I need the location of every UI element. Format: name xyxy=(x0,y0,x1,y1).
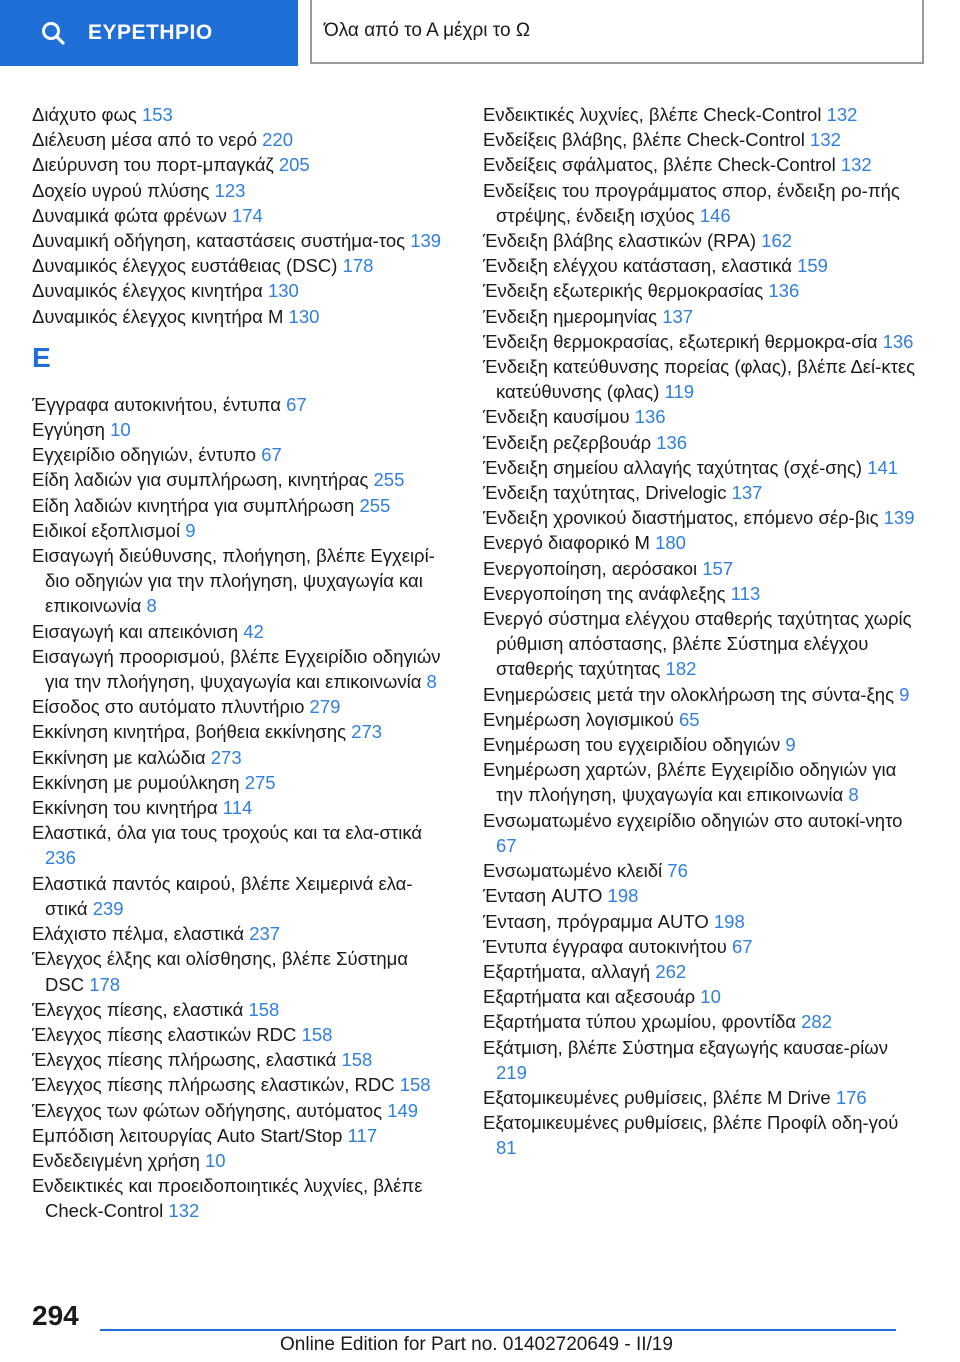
index-entry xyxy=(32,304,452,329)
index-entry xyxy=(32,946,452,996)
index-entry-text: Έλεγχος των φώτων οδήγησης, αυτόματος xyxy=(32,1099,383,1121)
index-entry xyxy=(32,442,452,467)
index-entry xyxy=(483,757,923,807)
index-entry-text: Διάχυτο φως xyxy=(32,104,137,125)
index-entry-text: Εισαγωγή και απεικόνιση xyxy=(32,620,239,642)
index-entry xyxy=(483,934,923,959)
index-entry-text: Ένδειξη καυσίμου xyxy=(483,406,630,428)
page-reference-link[interactable]: 132 xyxy=(826,104,858,125)
page-reference-link[interactable]: 130 xyxy=(267,280,299,302)
page-reference-link[interactable]: 174 xyxy=(231,204,263,226)
section-letter-e: E xyxy=(32,341,51,373)
index-entry xyxy=(483,102,923,127)
page-reference-link[interactable]: 9 xyxy=(185,519,196,541)
index-entry-text: Ενεργοποίηση της ανάφλεξης xyxy=(483,582,726,604)
index-entry xyxy=(483,278,923,303)
index-entry xyxy=(483,530,923,555)
index-entry-text: Ενδείξεις σφάλματος, βλέπε Check-Control xyxy=(483,154,836,176)
page-reference-link[interactable]: 255 xyxy=(359,494,391,516)
page-reference-link[interactable]: 158 xyxy=(301,1023,333,1045)
index-entry-text: Εμπόδιση λειτουργίας Auto Start/Stop xyxy=(32,1124,343,1146)
index-entry xyxy=(483,858,923,883)
index-entry-text: Εκκίνηση με καλώδια xyxy=(32,746,206,768)
index-entry xyxy=(32,1148,452,1173)
index-entry-text: Εξατομικευμένες ρυθμίσεις, βλέπε Προφίλ οδη-γού xyxy=(483,1112,899,1134)
page-reference-link[interactable]: 8 xyxy=(426,671,437,693)
page-reference-link[interactable]: 158 xyxy=(341,1049,373,1071)
index-entry xyxy=(32,1047,452,1072)
index-entry-text: Ενδεικτικές και προειδοποιητικές λυχνίες, βλέπε Check-Control xyxy=(32,1175,423,1222)
page-reference-link[interactable]: 76 xyxy=(667,860,688,882)
page-reference-link[interactable]: 123 xyxy=(214,179,246,201)
page-reference-link[interactable]: 8 xyxy=(146,595,157,617)
page-reference-link[interactable]: 198 xyxy=(607,885,639,907)
page-reference-link[interactable]: 176 xyxy=(835,1086,867,1108)
index-entry xyxy=(483,430,923,455)
index-entry-text: Ένταση, πρόγραμμα AUTO xyxy=(483,910,709,932)
page-reference-link[interactable]: 178 xyxy=(342,255,374,277)
index-entry xyxy=(483,909,923,934)
page-reference-link[interactable]: 237 xyxy=(249,923,281,945)
page-reference-link[interactable]: 282 xyxy=(801,1011,833,1033)
index-entry xyxy=(32,127,452,152)
index-entry xyxy=(483,404,923,429)
index-entry-text: Είδη λαδιών κινητήρα για συμπλήρωση xyxy=(32,494,355,516)
index-entry-text: Έντυπα έγγραφα αυτοκινήτου xyxy=(483,935,727,957)
index-entry-text: Είσοδος στο αυτόματο πλυντήριο xyxy=(32,696,305,718)
page-reference-link[interactable]: 67 xyxy=(731,935,753,957)
page-reference-link[interactable]: 273 xyxy=(351,721,383,743)
index-entry xyxy=(32,253,452,278)
index-entry-text: Εγγύηση xyxy=(32,419,105,441)
header-bar xyxy=(0,0,960,66)
index-column-right xyxy=(483,102,923,1161)
page-reference-link[interactable]: 67 xyxy=(496,834,517,856)
index-entry-text: Ενεργοποίηση, αερόσακοι xyxy=(483,557,698,579)
page-reference-link[interactable]: 180 xyxy=(655,532,686,554)
index-entry-text: Εγχειρίδιο οδηγιών, έντυπο xyxy=(32,444,257,466)
breadcrumb[interactable]: Όλα από το Α μέχρι το Ω xyxy=(310,0,924,64)
index-entry xyxy=(483,1009,923,1034)
index-entry-text: Εξαρτήματα, αλλαγή xyxy=(483,960,651,982)
index-entry-text: Ενδεικτικές λυχνίες, βλέπε Check-Control xyxy=(483,104,822,125)
index-entry-text: Ειδικοί εξοπλισμοί xyxy=(32,519,181,541)
page-reference-link[interactable]: 130 xyxy=(288,305,320,327)
index-entry xyxy=(32,820,452,870)
page-reference-link[interactable]: 65 xyxy=(678,708,700,730)
index-entry-text: Ενδείξεις βλάβης, βλέπε Check-Control xyxy=(483,129,805,151)
page-reference-link[interactable]: 158 xyxy=(399,1074,431,1096)
page-reference-link[interactable]: 279 xyxy=(309,696,341,718)
page-reference-link[interactable]: 9 xyxy=(785,734,796,756)
page-reference-link[interactable]: 158 xyxy=(248,998,280,1020)
index-entry-text: Ενεργό διαφορικό M xyxy=(483,532,650,554)
index-entry xyxy=(32,1098,452,1123)
page-reference-link[interactable]: 10 xyxy=(110,419,131,441)
page-reference-link[interactable]: 159 xyxy=(797,255,828,277)
page-reference-link[interactable]: 113 xyxy=(730,582,761,604)
index-entry xyxy=(32,619,452,644)
index-entry-text: Έλεγχος πίεσης πλήρωσης ελαστικών, RDC xyxy=(32,1074,395,1096)
search-icon xyxy=(40,20,66,46)
index-entry-text: Ένδειξη κατεύθυνσης πορείας (φλας), βλέπε Δεί-κτες κατεύθυνσης (φλας) xyxy=(483,356,916,403)
page-reference-link[interactable]: 220 xyxy=(262,129,294,151)
page-reference-link[interactable]: 141 xyxy=(867,456,899,478)
index-entry-text: Διέλευση μέσα από το νερό xyxy=(32,129,258,151)
index-entry xyxy=(483,556,923,581)
index-entry xyxy=(32,518,452,543)
index-entry xyxy=(483,959,923,984)
page-reference-link[interactable]: 67 xyxy=(261,444,282,466)
index-entry xyxy=(483,253,923,278)
page-reference-link[interactable]: 205 xyxy=(278,154,310,176)
index-entry-text: Δυναμικός έλεγχος κινητήρα xyxy=(32,280,263,302)
index-entry-text: Εισαγωγή προορισμού, βλέπε Εγχειρίδιο οδηγιών για την πλοήγηση, ψυχαγωγία και επικοινωνία xyxy=(32,645,441,693)
page-reference-link[interactable]: 275 xyxy=(244,771,276,793)
page-reference-link[interactable]: 139 xyxy=(410,230,442,252)
index-entry xyxy=(483,808,923,858)
index-entry xyxy=(32,392,452,417)
index-column-left xyxy=(32,102,452,1224)
index-entry xyxy=(32,694,452,719)
entry-group-e-continued xyxy=(483,102,923,1161)
index-entry xyxy=(483,480,923,505)
index-entry xyxy=(483,505,923,530)
index-entry-text: Δυναμικός έλεγχος κινητήρα M xyxy=(32,305,284,327)
page-reference-link[interactable]: 136 xyxy=(634,406,666,428)
index-entry xyxy=(483,304,923,329)
page-reference-link[interactable]: 114 xyxy=(222,797,253,819)
page-reference-link[interactable]: 198 xyxy=(713,910,745,932)
page-reference-link[interactable]: 42 xyxy=(243,620,264,642)
page-reference-link[interactable]: 149 xyxy=(387,1099,419,1121)
index-entry xyxy=(32,1173,452,1223)
index-entry-text: Ένδειξη χρονικού διαστήματος, επόμενο σέρ-βις xyxy=(483,507,879,529)
index-entry-text: Ενδείξεις του προγράμματος σπορ, ένδειξη ρο-πής στρέψης, ένδειξη ισχύος xyxy=(483,179,900,226)
footer-edition-text: Online Edition for Part no. 01402720649 - II/19 xyxy=(280,1334,673,1355)
index-entry-text: Ενημέρωση λογισμικού xyxy=(483,708,674,730)
index-entry-text: Εισαγωγή διεύθυνσης, πλοήγηση, βλέπε Εγχειρί-διο οδηγιών για την πλοήγηση, ψυχαγωγία και επικοινωνία xyxy=(32,545,435,617)
page-reference-link[interactable]: 8 xyxy=(848,784,859,806)
page-reference-link[interactable]: 239 xyxy=(92,897,124,919)
index-entry xyxy=(32,921,452,946)
index-entry xyxy=(32,203,452,228)
page-reference-link[interactable]: 219 xyxy=(496,1061,527,1083)
page-reference-link[interactable]: 273 xyxy=(210,746,242,768)
index-entry xyxy=(483,178,923,228)
index-entry-text: Ένδειξη ημερομηνίας xyxy=(483,305,658,327)
index-entry-text: Δυναμικά φώτα φρένων xyxy=(32,204,227,226)
page-reference-link[interactable]: 132 xyxy=(168,1200,200,1222)
index-entry-text: Είδη λαδιών για συμπλήρωση, κινητήρας xyxy=(32,469,369,491)
index-entry xyxy=(32,1022,452,1047)
index-entry xyxy=(32,1072,452,1097)
index-entry xyxy=(483,455,923,480)
index-entry xyxy=(32,719,452,744)
index-entry xyxy=(32,644,452,694)
page-reference-link[interactable]: 137 xyxy=(662,305,694,327)
page-reference-link[interactable]: 67 xyxy=(286,393,307,415)
index-entry xyxy=(32,228,452,253)
index-entry xyxy=(483,1035,923,1085)
index-entry xyxy=(32,467,452,492)
page-reference-link[interactable]: 182 xyxy=(665,658,697,680)
index-entry-text: Ενημέρωση του εγχειριδίου οδηγιών xyxy=(483,734,781,756)
page-reference-link[interactable]: 119 xyxy=(664,381,694,403)
index-entry-text: Εκκίνηση με ρυμούλκηση xyxy=(32,771,240,793)
index-entry-text: Εξαρτήματα τύπου χρωμίου, φροντίδα xyxy=(483,1011,796,1033)
index-entry-text: Ένδειξη ελέγχου κατάσταση, ελαστικά xyxy=(483,255,792,277)
index-entry-text: Ελαστικά παντός καιρού, βλέπε Χειμερινά ελα-στικά xyxy=(32,872,413,919)
page-reference-link[interactable]: 81 xyxy=(496,1137,517,1159)
index-entry-text: Δοχείο υγρού πλύσης xyxy=(32,179,210,201)
page-reference-link[interactable]: 132 xyxy=(810,129,841,151)
entry-group-d xyxy=(32,102,452,329)
index-entry-text: Εξάτμιση, βλέπε Σύστημα εξαγωγής καυσαε-ρίων xyxy=(483,1036,888,1058)
page-reference-link[interactable]: 262 xyxy=(655,960,687,982)
index-entry-text: Ενημέρωση χαρτών, βλέπε Εγχειρίδιο οδηγιών για την πλοήγηση, ψυχαγωγία και επικοινωνία xyxy=(483,759,897,806)
page-reference-link[interactable]: 162 xyxy=(761,230,793,252)
index-entry xyxy=(483,127,923,152)
index-entry xyxy=(483,354,923,404)
page-reference-link[interactable]: 117 xyxy=(347,1124,378,1146)
page-reference-link[interactable]: 136 xyxy=(656,431,688,453)
index-entry-text: Εξατομικευμένες ρυθμίσεις, βλέπε M Drive xyxy=(483,1086,831,1108)
index-entry-text: Εκκίνηση του κινητήρα xyxy=(32,797,218,819)
index-entry-text: Έλεγχος πίεσης πλήρωσης, ελαστικά xyxy=(32,1049,337,1071)
index-entry-text: Ένδειξη ταχύτητας, Drivelogic xyxy=(483,482,727,504)
index-entry-text: Έλεγχος πίεσης, ελαστικά xyxy=(32,998,244,1020)
index-entry xyxy=(483,1110,923,1160)
index-entry xyxy=(32,152,452,177)
index-entry xyxy=(483,883,923,908)
index-entry xyxy=(483,732,923,757)
index-entry-text: Ενσωματωμένο εγχειρίδιο οδηγιών στο αυτοκί-νητο xyxy=(483,809,903,831)
index-entry-text: Ένδειξη βλάβης ελαστικών (RPA) xyxy=(483,230,757,252)
index-entry xyxy=(483,581,923,606)
entry-group-e xyxy=(32,392,452,1224)
page-reference-link[interactable]: 137 xyxy=(731,482,763,504)
index-entry xyxy=(483,707,923,732)
index-entry-text: Ένδειξη εξωτερικής θερμοκρασίας xyxy=(483,280,764,302)
index-entry-text: Έλεγχος έλξης και ολίσθησης, βλέπε Σύστημα DSC xyxy=(32,948,409,995)
index-entry-text: Δυναμική οδήγηση, καταστάσεις συστήμα-τος xyxy=(32,230,406,252)
page-number: 294 xyxy=(32,1300,79,1331)
index-entry-text: Ελαστικά, όλα για τους τροχούς και τα ελα-στικά xyxy=(32,822,423,844)
index-tab-label: ΕΥΡΕΤΗΡΙΟ xyxy=(88,21,213,44)
index-entry xyxy=(483,606,923,682)
page-reference-link[interactable]: 9 xyxy=(899,683,910,705)
index-entry xyxy=(483,682,923,707)
index-entry xyxy=(32,102,452,127)
index-entry xyxy=(483,152,923,177)
footer-divider xyxy=(100,1329,896,1331)
index-entry xyxy=(32,871,452,921)
page-reference-link[interactable]: 153 xyxy=(141,104,173,125)
index-entry xyxy=(32,417,452,442)
page-reference-link[interactable]: 136 xyxy=(882,330,914,352)
index-entry-text: Ενεργό σύστημα ελέγχου σταθερής ταχύτητας χωρίς ρύθμιση απόστασης, βλέπε Σύστημα ελέγχου σταθερής ταχύτητας xyxy=(483,608,912,680)
page-reference-link[interactable]: 132 xyxy=(840,154,872,176)
index-entry xyxy=(483,984,923,1009)
index-entry xyxy=(483,228,923,253)
index-entry-text: Ένδειξη θερμοκρασίας, εξωτερική θερμοκρα-σία xyxy=(483,330,878,352)
index-entry-text: Έλεγχος πίεσης ελαστικών RDC xyxy=(32,1023,297,1045)
page-reference-link[interactable]: 10 xyxy=(205,1149,226,1171)
page-reference-link[interactable]: 255 xyxy=(373,469,405,491)
index-entry-text: Ένταση AUTO xyxy=(483,885,603,907)
index-entry xyxy=(32,997,452,1022)
index-entry xyxy=(32,543,452,619)
index-entry xyxy=(32,493,452,518)
page-reference-link[interactable]: 136 xyxy=(768,280,800,302)
index-entry xyxy=(483,1085,923,1110)
index-entry xyxy=(32,278,452,303)
index-entry-text: Ενδεδειγμένη χρήση xyxy=(32,1149,200,1171)
index-entry-text: Εξαρτήματα και αξεσουάρ xyxy=(483,986,696,1008)
page-reference-link[interactable]: 10 xyxy=(700,986,721,1008)
index-entry-text: Διεύρυνση του πορτ-μπαγκάζ xyxy=(32,154,274,176)
index-entry xyxy=(32,770,452,795)
page-reference-link[interactable]: 157 xyxy=(702,557,734,579)
index-entry xyxy=(483,329,923,354)
index-entry-text: Έγγραφα αυτοκινήτου, έντυπα xyxy=(32,393,281,415)
index-entry xyxy=(32,178,452,203)
index-tab[interactable] xyxy=(0,0,298,66)
index-entry-text: Ένδειξη σημείου αλλαγής ταχύτητας (σχέ-σης) xyxy=(483,456,863,478)
index-entry-text: Ενσωματωμένο κλειδί xyxy=(483,860,663,882)
index-entry-text: Ελάχιστο πέλμα, ελαστικά xyxy=(32,923,245,945)
page-reference-link[interactable]: 139 xyxy=(883,507,915,529)
index-entry-text: Ένδειξη ρεζερβουάρ xyxy=(483,431,652,453)
page-reference-link[interactable]: 178 xyxy=(89,973,121,995)
index-entry-text: Εκκίνηση κινητήρα, βοήθεια εκκίνησης xyxy=(32,721,347,743)
page-reference-link[interactable]: 236 xyxy=(45,847,76,869)
index-entry-text: Ενημερώσεις μετά την ολοκλήρωση της σύντα-ξης xyxy=(483,683,894,705)
page-reference-link[interactable]: 146 xyxy=(699,204,731,226)
index-entry xyxy=(32,1123,452,1148)
index-entry xyxy=(32,745,452,770)
index-entry xyxy=(32,795,452,820)
index-entry-text: Δυναμικός έλεγχος ευστάθειας (DSC) xyxy=(32,255,338,277)
